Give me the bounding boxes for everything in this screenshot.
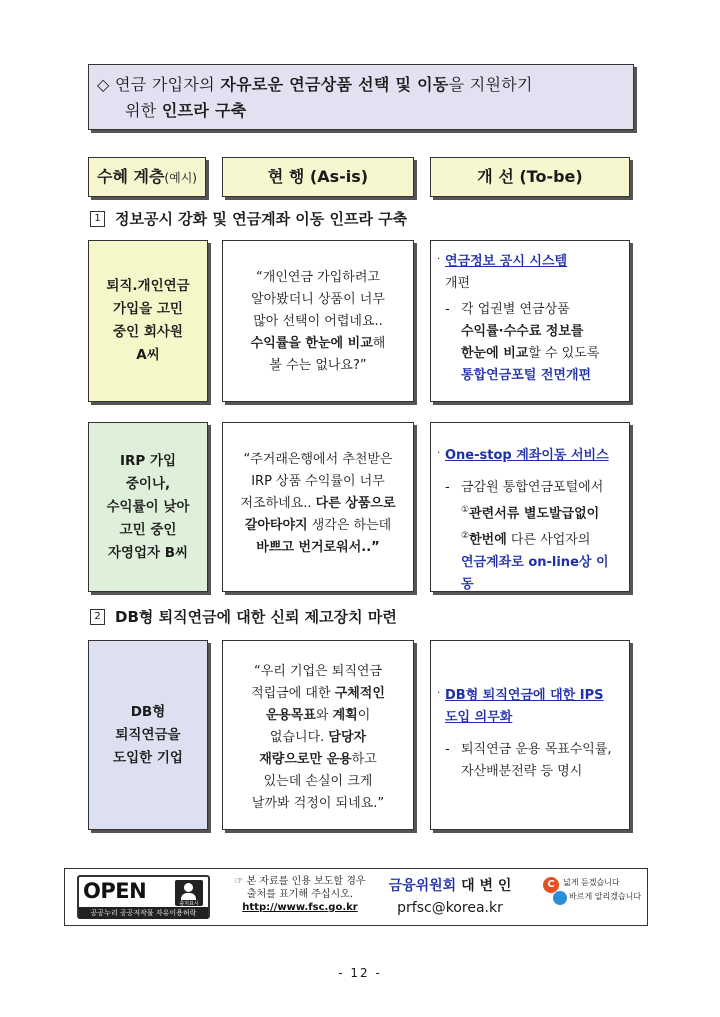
intro-line-2: 위한 인프라 구축 [125, 101, 247, 120]
asis-quote-a: “개인연금 가입하려고 알아봤더니 상품이 너무 많아 선택이 어렵네요.. 수익률을 한눈에 비교해 볼 수는 없나요?” [222, 240, 414, 402]
tobe-detail: - 퇴직연금 운용 목표수익률, 자산배분전략 등 명시 [445, 742, 612, 779]
diamond-icon: ◇ [97, 75, 110, 94]
contact-info: 금융위원회 대 변 인 prfsc@korea.kr [385, 875, 515, 919]
intro-line-1: ◇ 연금 가입자의 자유로운 연금상품 선택 및 이동을 지원하기 [97, 75, 533, 94]
attribution-icon: 출처표시 [175, 880, 203, 906]
fsc-org-name: 금융위원회 [388, 878, 457, 894]
asis-quote-c: “우리 기업은 퇴직연금 적립금에 대한 구체적인 운용목표와 계획이 없습니다. 담당자 재량으로만 운용하고 있는데 손실이 크게 날까봐 걱정이 되네요.” [222, 640, 414, 830]
footer-box [64, 868, 648, 926]
tobe-heading: · One-stop 계좌이동 서비스 [437, 448, 609, 463]
page-number: - 12 - [338, 966, 382, 980]
intro-box [88, 64, 634, 130]
open-wordmark: OPEN [83, 879, 147, 903]
tobe-card-c: · DB형 퇴직연금에 대한 IPS 도입 의무화 - 퇴직연금 운용 목표수익률, 자산배분전략 등 명시 [430, 640, 630, 830]
contact-email[interactable]: prfsc@korea.kr [397, 900, 503, 916]
section-2-heading: 2 DB형 퇴직연금에 대한 신뢰 제고장치 마련 [90, 606, 397, 627]
beneficiary-card-c: DB형 퇴직연금을 도입한 기업 [88, 640, 208, 830]
header-tobe: 개 선 (To-be) [430, 157, 630, 197]
tobe-card-a: · 연금정보 공시 시스템 개편 - 각 업권별 연금상품 수익률·수수료 정보를 한눈에 비교할 수 있도록 통합연금포털 전면개편 [430, 240, 630, 402]
section-1-heading: 1 정보공시 강화 및 연금계좌 이동 인프라 구축 [90, 208, 407, 229]
header-beneficiary: 수혜 계층(예시) [88, 157, 206, 197]
speaker-icon [553, 891, 567, 905]
tobe-card-b [430, 422, 630, 592]
tobe-heading: · DB형 퇴직연금에 대한 IPS [437, 688, 604, 703]
slogan: C 넓게 듣겠습니다 바르게 알리겠습니다 [543, 875, 643, 915]
open-license-caption: 공공누리 공공저작물 자유이용허락 [79, 907, 208, 919]
open-license-logo [77, 875, 210, 919]
fsc-link[interactable]: http://www.fsc.go.kr [242, 902, 358, 913]
header-asis: 현 행 (As-is) [222, 157, 414, 197]
section-number: 1 [90, 211, 105, 227]
section-number: 2 [90, 609, 105, 625]
beneficiary-card-b: IRP 가입 중이나, 수익률이 낮아 고민 중인 자영업자 B씨 [88, 422, 208, 592]
asis-quote-b: “주거래은행에서 추천받은 IRP 상품 수익률이 너무 저조하네요.. 다른 상품으로 갈아타야지 생각은 하는데 바쁘고 번거로워서..” [222, 422, 414, 592]
tobe-detail: - 금감원 통합연금포털에서 ①관련서류 별도발급없이 ②한번에 다른 사업자의 연금계좌로 on-line상 이동 [445, 480, 609, 592]
beneficiary-card-a: 퇴직.개인연금 가입을 고민 중인 회사원 A씨 [88, 240, 208, 402]
tobe-heading: · 연금정보 공시 시스템 [437, 254, 568, 269]
tobe-detail: - 각 업권별 연금상품 수익률·수수료 정보를 한눈에 비교할 수 있도록 통합연금포털 전면개편 [445, 302, 600, 383]
citation-note: ☞ 본 자료를 인용 보도할 경우 출처를 표기해 주십시오. http://www.fsc.go.kr [225, 875, 375, 914]
